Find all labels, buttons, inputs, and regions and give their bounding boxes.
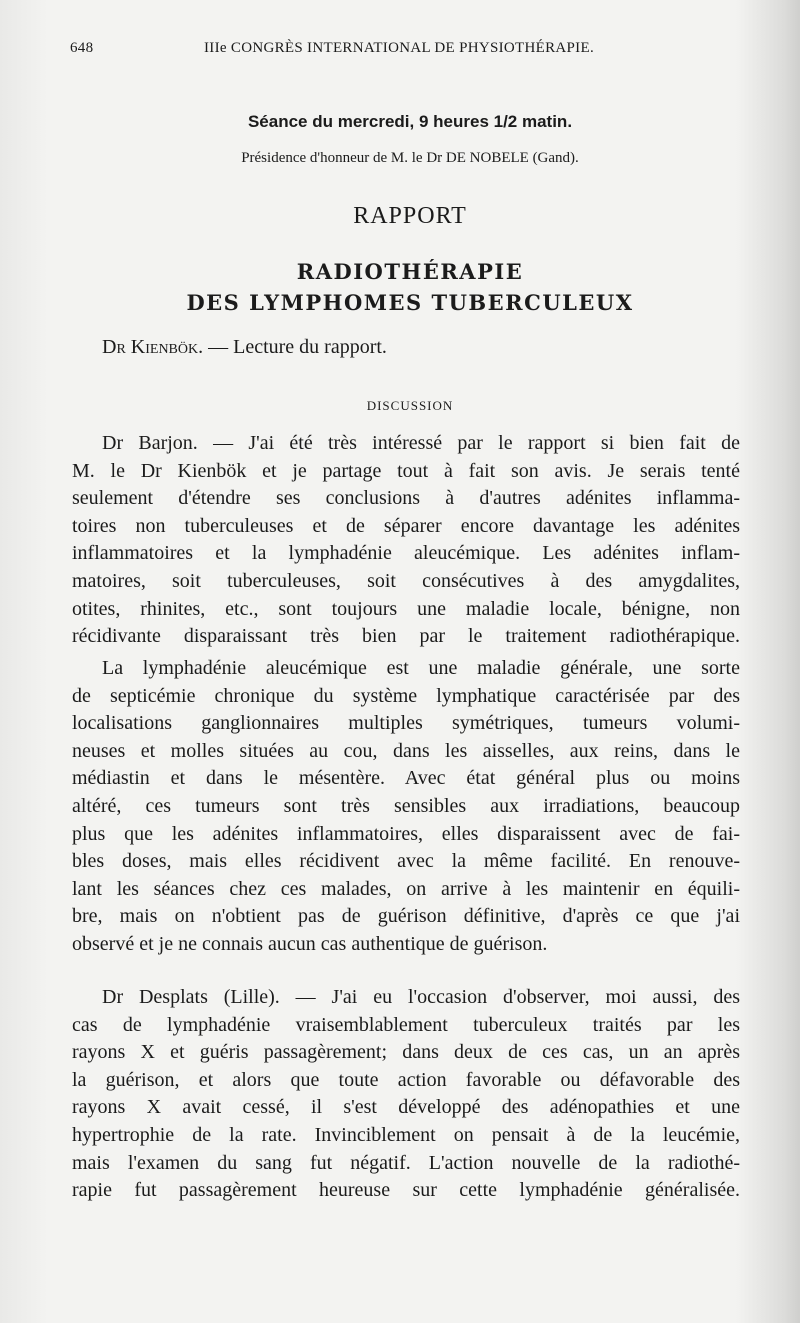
text-line: récidivante disparaissant très bien par le traitement radiothérapique. — [72, 625, 740, 648]
text-line: La lymphadénie aleucémique est une maladie générale, une sorte — [102, 657, 740, 679]
running-title: IIIe CONGRÈS INTERNATIONAL DE PHYSIOTHÉRAPIE. — [204, 40, 594, 56]
text-line: localisations ganglionnaires multiples symétriques, tumeurs volumi- — [72, 712, 740, 735]
text-line: Dr Barjon. — J'ai été très intéressé par le rapport si bien fait de — [102, 432, 740, 454]
report-title-line-1: RADIOTHÉRAPIE — [296, 259, 524, 284]
text-line: mais l'examen du sang fut négatif. L'action nouvelle de la radiothé- — [72, 1151, 740, 1174]
text-line: médiastin et dans le mésentère. Avec état général plus ou moins — [72, 767, 740, 790]
text-line: neuses et molles situées au cou, dans les aisselles, aux reins, dans le — [72, 739, 740, 762]
text-line: rayons X avait cessé, il s'est développé des adénopathies et une — [72, 1096, 740, 1119]
text-line: M. le Dr Kienbök et je partage tout à fait son avis. Je serais tenté — [72, 459, 740, 482]
text-line: otites, rhinites, etc., sont toujours une maladie locale, bénigne, non — [72, 597, 740, 620]
lecture-text: — Lecture du rapport. — [208, 336, 387, 358]
text-line: bre, mais on n'obtient pas de guérison définitive, d'après ce que j'ai — [72, 905, 740, 928]
lecture-speaker: Dr Kienbök. — [102, 336, 204, 358]
text-line: observé et je ne connais aucun cas authentique de guérison. — [72, 932, 548, 955]
text-line: cas de lymphadénie vraisemblablement tuberculeux traités par les — [72, 1013, 740, 1036]
text-line: lant les séances chez ces malades, on arrive à les maintenir en équili- — [72, 877, 740, 900]
text-line: altéré, ces tumeurs sont très sensibles aux irradiations, beaucoup — [72, 794, 740, 817]
text-line: Dr Desplats (Lille). — J'ai eu l'occasion d'observer, moi aussi, des — [102, 986, 740, 1008]
text-line: de septicémie chronique du système lymphatique caractérisée par des — [72, 684, 740, 707]
text-line: plus que les adénites inflammatoires, elles disparaissent avec de fai- — [72, 822, 740, 845]
discussion-heading: DISCUSSION — [366, 398, 454, 413]
text-line: seulement d'étendre ses conclusions à d'autres adénites inflamma- — [72, 487, 740, 510]
page-number: 648 — [70, 40, 94, 56]
text-line: inflammatoires et la lymphadénie aleucémique. Les adénites inflam- — [72, 542, 740, 565]
paragraph-desplats — [72, 984, 740, 1205]
paragraph-lymphadenie — [72, 655, 740, 959]
paragraph-barjon — [72, 430, 740, 651]
text-line: toires non tuberculeuses et de séparer encore davantage les adénites — [72, 514, 740, 537]
text-line: rayons X et guéris passagèrement; dans deux de ces cas, un an après — [72, 1041, 740, 1064]
text-line: bles doses, mais elles récidivent avec la même facilité. En renouve- — [72, 850, 740, 873]
rapport-label: RAPPORT — [353, 203, 467, 229]
report-title-line-2: DES LYMPHOMES TUBERCULEUX — [186, 290, 634, 315]
session-heading: Séance du mercredi, 9 heures 1/2 matin. — [247, 112, 573, 131]
text-line: hypertrophie de la rate. Invinciblement on pensait à de la leucémie, — [72, 1123, 740, 1146]
text-line: rapie fut passagèrement heureuse sur cette lymphadénie généralisée. — [72, 1179, 740, 1202]
lecture-line — [102, 336, 752, 359]
text-line: la guérison, et alors que toute action favorable ou défavorable des — [72, 1068, 740, 1091]
report-title — [70, 256, 750, 318]
presidence-line: Présidence d'honneur de M. le Dr DE NOBELE (Gand). — [241, 150, 579, 166]
text-line: matoires, soit tuberculeuses, soit consécutives à des amygdalites, — [72, 569, 740, 592]
